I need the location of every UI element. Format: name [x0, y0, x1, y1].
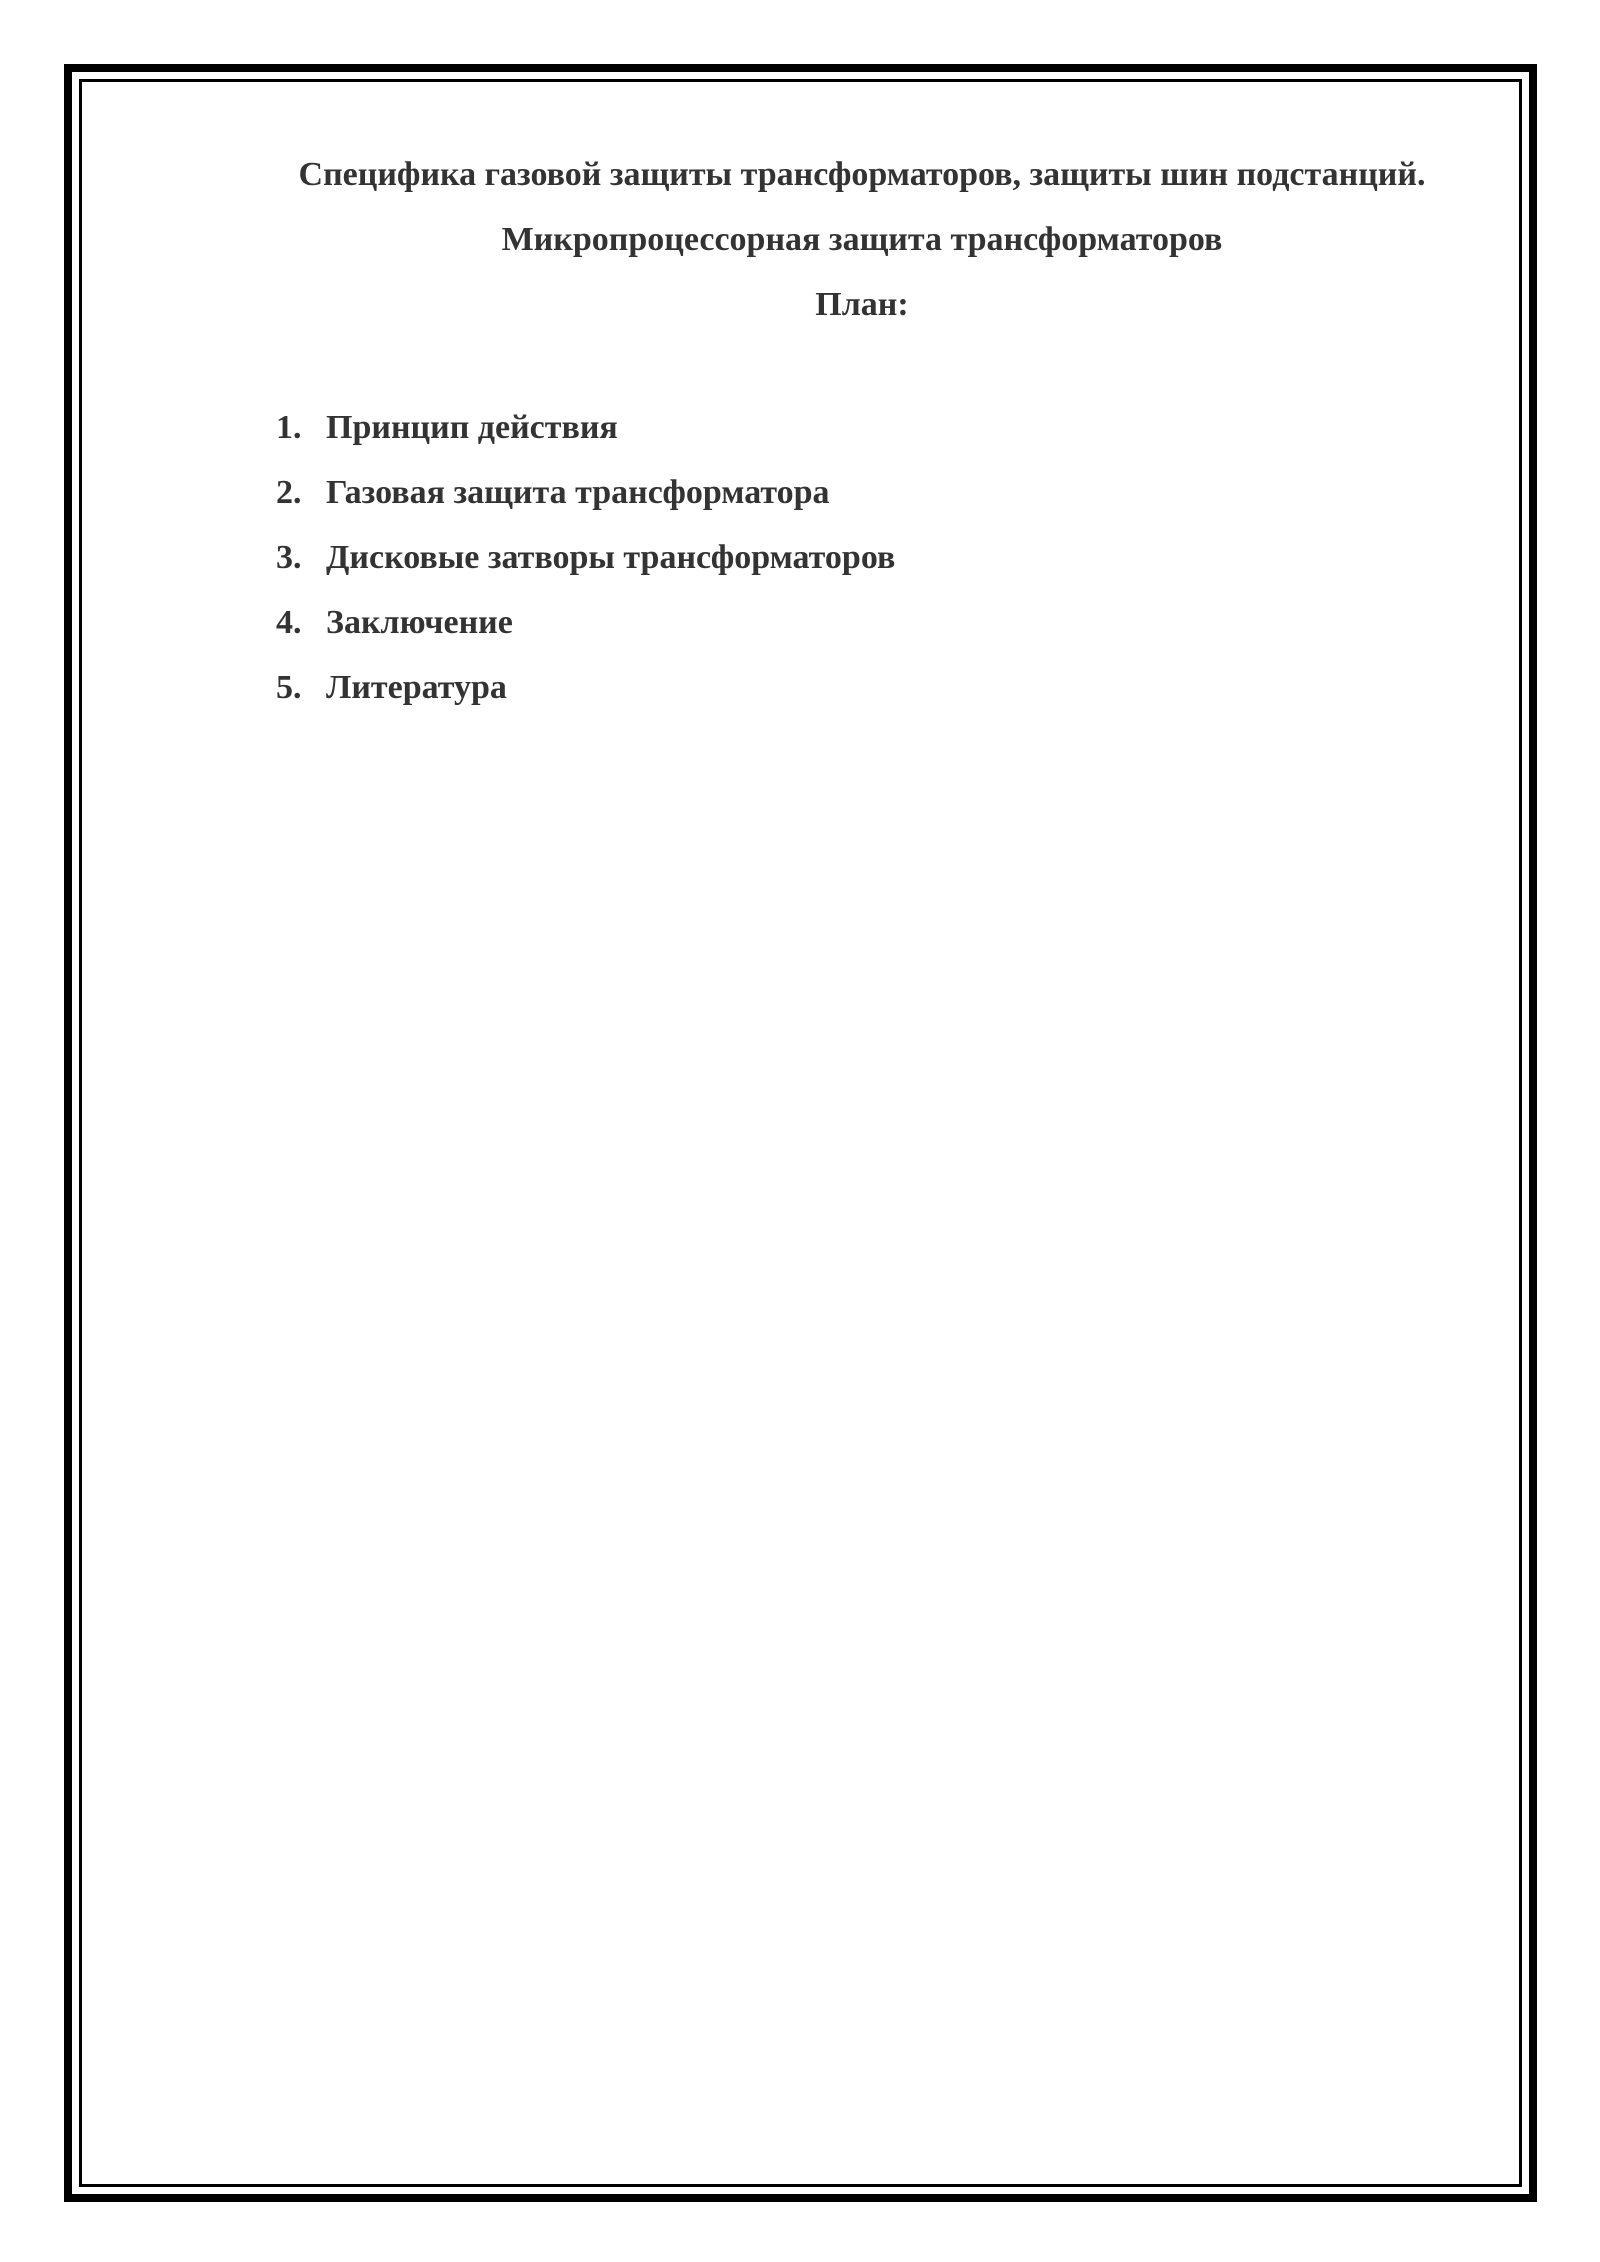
plan-item-text: Газовая защита трансформатора — [326, 474, 830, 511]
plan-item-number: 3. — [276, 539, 302, 576]
plan-heading: План: — [815, 286, 909, 323]
plan-item-text: Заключение — [326, 604, 513, 641]
plan-list — [276, 408, 895, 733]
plan-item-text: Литература — [326, 669, 507, 706]
plan-item-number: 1. — [276, 409, 302, 446]
plan-item-5 — [276, 668, 895, 733]
plan-item-4 — [276, 603, 895, 668]
plan-item-number: 2. — [276, 474, 302, 511]
document-subtitle: Микропроцессорная защита трансформаторов — [501, 221, 1223, 258]
plan-item-text: Принцип действия — [326, 409, 618, 446]
plan-item-text: Дисковые затворы трансформаторов — [326, 539, 896, 576]
plan-item-number: 5. — [276, 669, 302, 706]
plan-item-1 — [276, 408, 895, 473]
plan-item-2 — [276, 473, 895, 538]
plan-item-number: 4. — [276, 604, 302, 641]
plan-item-3 — [276, 538, 895, 603]
document-title: Специфика газовой защиты трансформаторов, защиты шин подстанций. — [298, 156, 1426, 193]
